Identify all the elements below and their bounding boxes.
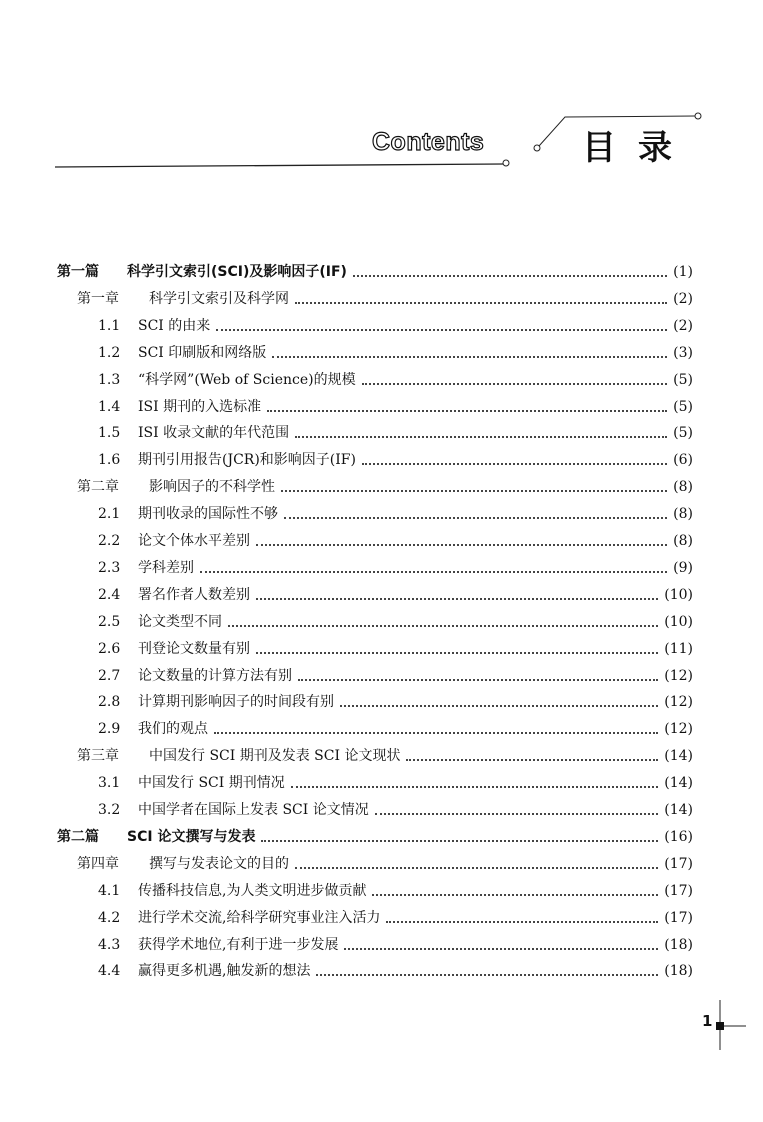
entry-title: SCI 论文撰写与发表 (127, 828, 256, 845)
entry-page: (10) (664, 613, 693, 630)
entry-title: 科学引文索引及科学网 (149, 290, 289, 307)
toc-entry-chapter[interactable] (77, 745, 693, 767)
entry-title: 中国学者在国际上发表 SCI 论文情况 (138, 802, 369, 818)
entry-title: 中国发行 SCI 期刊情况 (138, 775, 285, 792)
entry-page: (14) (664, 802, 693, 818)
entry-number: 第四章 (77, 855, 119, 872)
dot-leader (256, 598, 658, 600)
dot-leader (267, 410, 667, 412)
entry-page: (5) (673, 371, 693, 388)
toc-entry-section[interactable] (98, 315, 693, 337)
entry-number: 第一章 (77, 290, 119, 307)
dot-leader (298, 679, 658, 681)
entry-number: 第二篇 (57, 828, 99, 845)
page-marker-icon (700, 1000, 760, 1060)
entry-number: 2.4 (98, 586, 121, 603)
dot-leader (256, 652, 658, 654)
toc-entry-part[interactable] (57, 261, 693, 283)
toc-entry-section[interactable] (98, 396, 693, 418)
entry-page: (18) (664, 936, 693, 953)
entry-title: 获得学术地位,有利于进一步发展 (138, 936, 339, 953)
contents-title-en: Contents (372, 128, 485, 156)
toc-entry-section[interactable] (98, 665, 693, 687)
entry-title: 科学引文索引(SCI)及影响因子(IF) (127, 264, 347, 280)
toc-entry-section[interactable] (98, 934, 693, 956)
header-decoration (0, 0, 763, 200)
entry-page: (17) (664, 855, 693, 872)
entry-number: 1.1 (98, 317, 121, 334)
entry-number: 第一篇 (57, 264, 99, 280)
entry-page: (17) (664, 909, 693, 926)
contents-title-zh: 目录 (582, 128, 694, 168)
dot-leader (316, 974, 658, 976)
dot-leader (386, 921, 658, 923)
dot-leader (291, 786, 659, 788)
toc-entry-section[interactable] (98, 369, 693, 391)
entry-title: 中国发行 SCI 期刊及发表 SCI 论文现状 (149, 748, 401, 765)
entry-number: 1.5 (98, 425, 121, 442)
entry-title: ISI 收录文献的年代范围 (138, 425, 290, 442)
toc-entry-section[interactable] (98, 611, 693, 633)
entry-page: (2) (673, 290, 693, 307)
toc-entry-chapter[interactable] (77, 853, 693, 875)
entry-title: SCI 的由来 (138, 317, 211, 334)
dot-leader (340, 705, 658, 707)
toc-entry-section[interactable] (98, 503, 693, 525)
entry-title: 刊登论文数量有别 (138, 640, 250, 657)
entry-page: (5) (673, 425, 693, 442)
toc-entry-section[interactable] (98, 449, 693, 471)
entry-title: 论文数量的计算方法有别 (138, 667, 292, 684)
entry-title: ISI 期刊的入选标准 (138, 398, 262, 415)
dot-leader (200, 571, 667, 573)
entry-page: (8) (673, 533, 693, 549)
dot-leader (228, 625, 658, 627)
entry-number: 2.3 (98, 559, 121, 576)
entry-page: (12) (664, 694, 693, 711)
dot-leader (295, 867, 658, 869)
entry-number: 2.1 (98, 506, 121, 523)
toc-entry-section[interactable] (98, 799, 693, 821)
entry-page: (8) (673, 479, 693, 496)
entry-page: (6) (673, 452, 693, 469)
entry-page: (9) (673, 559, 693, 576)
entry-number: 第三章 (77, 748, 119, 765)
entry-page: (14) (664, 748, 693, 765)
dot-leader (362, 463, 667, 465)
entry-title: SCI 印刷版和网络版 (138, 344, 267, 361)
entry-number: 2.7 (98, 667, 121, 684)
dot-leader (281, 490, 667, 492)
entry-title: 署名作者人数差别 (138, 586, 250, 603)
dot-leader (362, 383, 668, 385)
dot-leader (353, 275, 667, 277)
toc-entry-section[interactable] (98, 691, 693, 713)
toc-entry-section[interactable] (98, 772, 693, 794)
dot-leader (256, 544, 667, 546)
dot-leader (344, 948, 658, 950)
dot-leader (295, 436, 667, 438)
entry-page: (16) (664, 828, 693, 845)
dot-leader (261, 840, 658, 842)
entry-title: “科学网”(Web of Science)的规模 (138, 371, 356, 388)
entry-title: 影响因子的不科学性 (149, 479, 275, 496)
toc-entry-section[interactable] (98, 907, 693, 929)
toc-entry-chapter[interactable] (77, 476, 693, 498)
dot-leader (216, 329, 667, 331)
entry-page: (17) (664, 882, 693, 899)
entry-page: (11) (664, 640, 693, 657)
entry-number: 1.6 (98, 452, 121, 469)
entry-page: (2) (673, 317, 693, 334)
entry-number: 1.2 (98, 344, 121, 361)
dot-leader (214, 732, 658, 734)
entry-page: (14) (664, 775, 693, 792)
toc-entry-section[interactable] (98, 557, 693, 579)
toc-entry-section[interactable] (98, 638, 693, 660)
entry-title: 期刊收录的国际性不够 (138, 506, 278, 523)
entry-number: 2.6 (98, 640, 121, 657)
entry-title: 期刊引用报告(JCR)和影响因子(IF) (138, 452, 356, 469)
dot-leader (272, 356, 667, 358)
entry-number: 2.2 (98, 533, 121, 549)
toc-entry-section[interactable] (98, 960, 693, 982)
dot-leader (295, 302, 667, 304)
toc-entry-section[interactable] (98, 530, 693, 552)
dot-leader (372, 894, 658, 896)
dot-leader (284, 517, 667, 519)
toc-entry-section[interactable] (98, 718, 693, 740)
entry-page: (5) (673, 398, 693, 415)
toc-entry-chapter[interactable] (77, 288, 693, 310)
entry-number: 4.1 (98, 882, 121, 899)
entry-page: (1) (673, 264, 693, 280)
entry-title: 撰写与发表论文的目的 (149, 855, 289, 872)
entry-number: 3.1 (98, 775, 121, 792)
entry-number: 4.2 (98, 909, 121, 926)
toc-entry-section[interactable] (98, 584, 693, 606)
entry-number: 2.9 (98, 721, 121, 738)
entry-page: (12) (664, 721, 693, 738)
entry-title: 学科差别 (138, 559, 194, 576)
entry-number: 1.3 (98, 371, 121, 388)
entry-page: (8) (673, 506, 693, 523)
entry-title: 论文类型不同 (138, 613, 222, 630)
entry-number: 3.2 (98, 802, 121, 818)
toc-entry-part[interactable] (57, 826, 693, 848)
entry-number: 2.8 (98, 694, 121, 711)
dot-leader (406, 759, 658, 761)
entry-title: 传播科技信息,为人类文明进步做贡献 (138, 882, 367, 899)
contents-header (0, 0, 763, 200)
entry-number: 2.5 (98, 613, 121, 630)
entry-page: (3) (673, 344, 693, 361)
page-number: 1 (702, 1012, 713, 1030)
entry-title: 我们的观点 (138, 721, 208, 738)
toc-entry-section[interactable] (98, 422, 693, 444)
entry-title: 计算期刊影响因子的时间段有别 (138, 694, 334, 711)
toc-entry-section[interactable] (98, 880, 693, 902)
entry-number: 4.4 (98, 963, 121, 980)
entry-page: (18) (664, 963, 693, 980)
entry-number: 第二章 (77, 479, 119, 496)
entry-number: 4.3 (98, 936, 121, 953)
toc-entry-section[interactable] (98, 342, 693, 364)
entry-title: 论文个体水平差别 (138, 533, 250, 549)
dot-leader (375, 813, 659, 815)
entry-title: 赢得更多机遇,触发新的想法 (138, 963, 311, 980)
entry-number: 1.4 (98, 398, 121, 415)
entry-title: 进行学术交流,给科学研究事业注入活力 (138, 909, 381, 926)
entry-page: (10) (664, 586, 693, 603)
entry-page: (12) (664, 667, 693, 684)
